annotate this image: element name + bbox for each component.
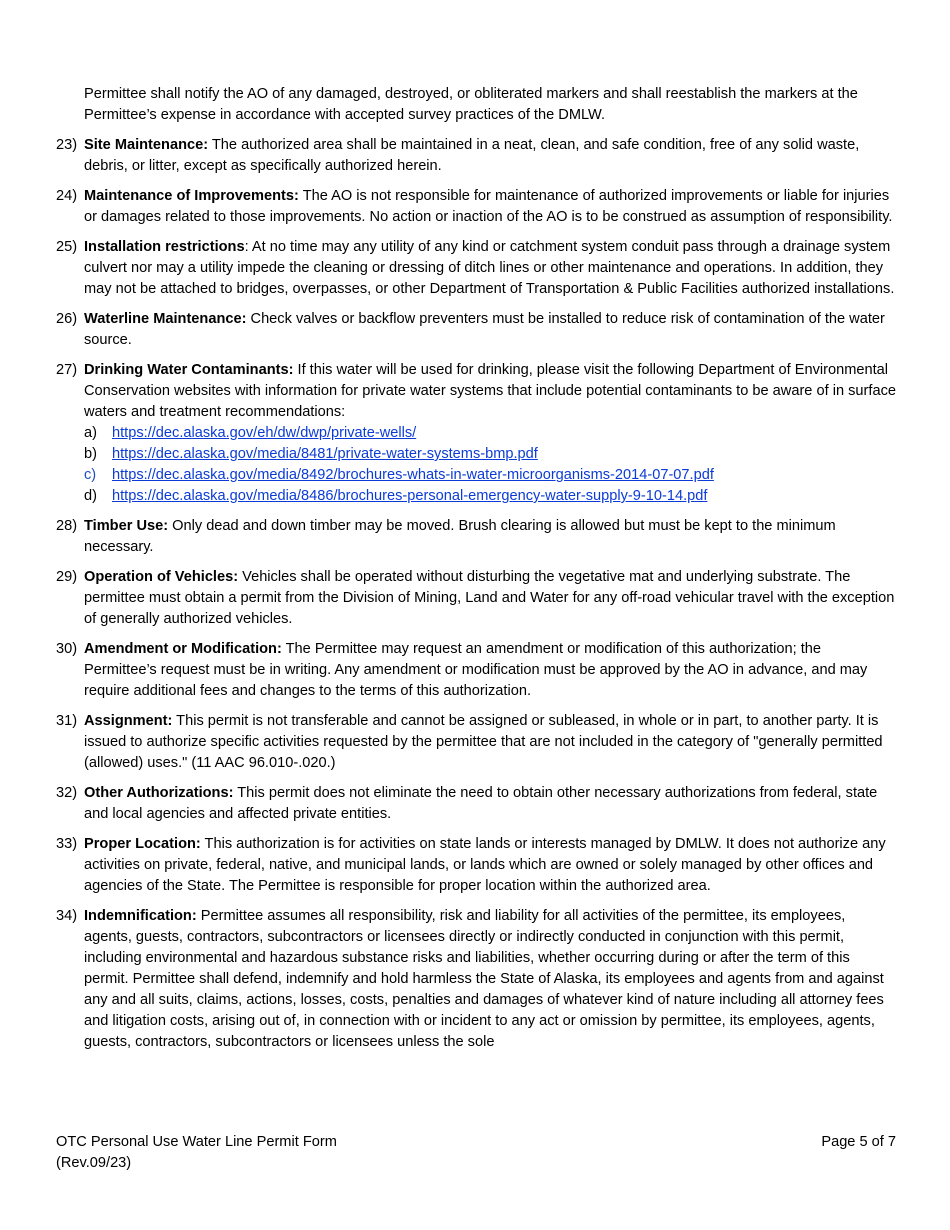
clause-title: Waterline Maintenance:	[84, 311, 247, 327]
clause-title: Installation restrictions	[84, 239, 245, 255]
clause-number: 30)	[56, 641, 78, 657]
clause-text: Vehicles shall be operated without disturbing the vegetative mat and underlying substrate. The permittee must obtain a permit from the Division of Mining, Land and Water for any off-road vehicular travel with the exception of generally authorized vehicles.	[84, 569, 895, 627]
clause-text: The authorized area shall be maintained in a neat, clean, and safe condition, free of any solid waste, debris, or litter, except as specifically authorized herein.	[84, 137, 860, 174]
clause-title: Proper Location:	[84, 836, 201, 852]
clause-text: : At no time may any utility of any kind or catchment system conduit pass through a drainage system culvert nor may a utility impede the cleaning or dressing of ditch lines or other maintenance and operations. In addition, they may not be attached to bridges, overpasses, or other Department of Transportation & Public Facilities authorized installations.	[84, 239, 895, 297]
link-item-d	[84, 486, 896, 507]
clause-30	[56, 639, 896, 702]
clause-title: Assignment:	[84, 713, 173, 729]
clause-title: Site Maintenance:	[84, 137, 209, 153]
clause-number: 34)	[56, 908, 78, 924]
link-private-wells[interactable]: https://dec.alaska.gov/eh/dw/dwp/private-wells/	[112, 425, 417, 441]
clause-text: Check valves or backflow preventers must be installed to reduce risk of contamination of the water source.	[84, 311, 885, 348]
clause-32	[56, 783, 896, 825]
link-letter: c)	[84, 467, 97, 483]
intro-paragraph: Permittee shall notify the AO of any damaged, destroyed, or obliterated markers and shall reestablish the markers at the Permittee’s expense in accordance with accepted survey practices of the DMLW.	[84, 86, 858, 123]
clause-title: Timber Use:	[84, 518, 169, 534]
clause-number: 26)	[56, 311, 78, 327]
footer-form-name: OTC Personal Use Water Line Permit Form	[56, 1134, 337, 1150]
document-page	[56, 84, 896, 1062]
clause-23	[56, 135, 896, 177]
clause-text: This permit does not eliminate the need to obtain other necessary authorizations from federal, state and local agencies and affected private entities.	[84, 785, 878, 822]
clause-title: Drinking Water Contaminants:	[84, 362, 294, 378]
clause-title: Amendment or Modification:	[84, 641, 282, 657]
footer-page-number: Page 5 of 7	[821, 1134, 896, 1150]
clause-text: Only dead and down timber may be moved. Brush clearing is allowed but must be kept to the minimum necessary.	[84, 518, 836, 555]
link-letter: b)	[84, 446, 97, 462]
clause-title: Operation of Vehicles:	[84, 569, 239, 585]
clause-number: 31)	[56, 713, 78, 729]
clause-31	[56, 711, 896, 774]
link-item-b	[84, 444, 896, 465]
clause-26	[56, 309, 896, 351]
clause-title: Other Authorizations:	[84, 785, 234, 801]
clause-text: Permittee assumes all responsibility, risk and liability for all activities of the permittee, its employees, agents, guests, contractors, subcontractors or licensees directly or indirectly conducted in conjunction with this permit, including environmental and hazardous substance risks and liabilities, whether occurring during or after the term of this permit. Permittee shall defend, indemnify and hold harmless the State of Alaska, its employees and agents from and against any and all suits, claims, actions, losses, costs, penalties and damages of whatever kind of nature including all attorney fees and litigation costs, arising out of, in connection with or incident to any act or omission by permittee, its employees, agents, guests, contractors, subcontractors or licensees unless the sole	[84, 908, 884, 1050]
clause-28	[56, 516, 896, 558]
clause-text: This authorization is for activities on state lands or interests managed by DMLW. It does not authorize any activities on private, federal, native, and municipal lands, or lands which are owned or solely managed by other offices and agencies of the State. The Permittee is responsible for proper location within the authorized area.	[84, 836, 886, 894]
clause-number: 24)	[56, 188, 78, 204]
clause-text: This permit is not transferable and cannot be assigned or subleased, in whole or in part, to another party. It is issued to authorize specific activities requested by the permittee that are not included in the category of "generally permitted (allowed) uses." (11 AAC 96.010-.020.)	[84, 713, 883, 771]
clause-text: If this water will be used for drinking, please visit the following Department of Environmental Conservation websites with information for private water systems that include potential contaminants to be aware of in surface waters and treatment recommendations:	[84, 362, 896, 420]
clause-text: The Permittee may request an amendment or modification of this authorization; the Permittee’s request must be in writing. Any amendment or modification must be approved by the AO in advance, and may require additional fees and changes to the terms of this authorization.	[84, 641, 868, 699]
clause-number: 25)	[56, 239, 78, 255]
clause-title: Indemnification:	[84, 908, 197, 924]
clause-29	[56, 567, 896, 630]
clause-number: 27)	[56, 362, 78, 378]
clause-number: 29)	[56, 569, 78, 585]
clause-number: 33)	[56, 836, 78, 852]
link-item-c	[84, 465, 896, 486]
clause-title: Maintenance of Improvements:	[84, 188, 299, 204]
clause-33	[56, 834, 896, 897]
link-letter: d)	[84, 488, 97, 504]
clause-text: The AO is not responsible for maintenance of authorized improvements or liable for injuries or damages related to those improvements. No action or inaction of the AO is to be construed as assumption of responsibility.	[84, 188, 893, 225]
footer-revision: (Rev.09/23)	[56, 1155, 132, 1171]
clause-25	[56, 237, 896, 300]
link-private-water-systems[interactable]: https://dec.alaska.gov/media/8481/private-water-systems-bmp.pdf	[112, 446, 538, 462]
clause-24	[56, 186, 896, 228]
clause-34	[56, 906, 896, 1053]
link-microorganisms-brochure[interactable]: https://dec.alaska.gov/media/8492/brochures-whats-in-water-microorganisms-2014-07-07.pdf	[112, 467, 714, 483]
clause-number: 32)	[56, 785, 78, 801]
link-item-a	[84, 423, 896, 444]
link-emergency-water-supply[interactable]: https://dec.alaska.gov/media/8486/brochures-personal-emergency-water-supply-9-10-14.pdf	[112, 488, 708, 504]
clause-27	[56, 360, 896, 507]
clause-number: 28)	[56, 518, 78, 534]
clause-number: 23)	[56, 137, 78, 153]
link-letter: a)	[84, 425, 97, 441]
